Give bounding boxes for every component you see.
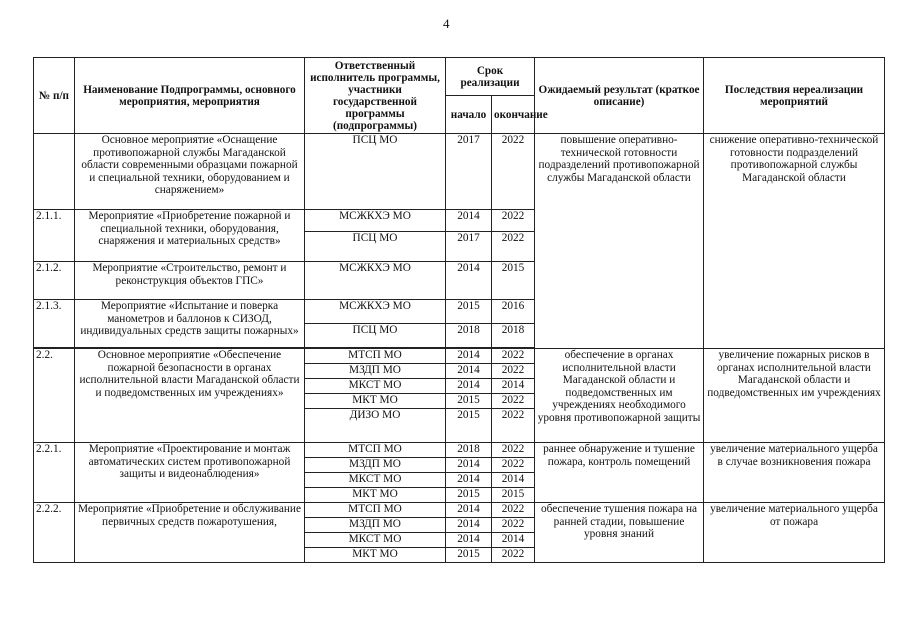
row-executor: МСЖКХЭ МО (305, 262, 446, 300)
row-end: 2014 (492, 533, 535, 548)
row-start: 2015 (446, 548, 492, 563)
header-result: Ожидаемый результат (краткое описание) (535, 58, 704, 134)
header-num: № п/п (34, 58, 75, 134)
header-consequence: Последствия нереализации мероприятий (704, 58, 885, 134)
row-name: Мероприятие «Испытание и поверка манометров и баллонов к СИЗОД, индивидуальных средств защиты пожарных» (75, 300, 305, 348)
row-executor: МТСП МО (305, 443, 446, 458)
row-consequence: увеличение материального ущерба от пожара (704, 503, 885, 563)
row-end: 2014 (492, 473, 535, 488)
row-executor: МЗДП МО (305, 364, 446, 379)
row-consequence: увеличение материального ущерба в случае возникновения пожара (704, 443, 885, 503)
page-number: 4 (443, 16, 450, 31)
row-executor: МСЖКХЭ МО (305, 210, 446, 232)
row-end: 2022 (492, 210, 535, 232)
row-executor: ДИЗО МО (305, 409, 446, 443)
row-end: 2022 (492, 443, 535, 458)
row-start: 2014 (446, 518, 492, 533)
program-table (33, 57, 885, 563)
row-result: обеспечение тушения пожара на ранней стадии, повышение уровня знаний (535, 503, 704, 563)
row-end: 2022 (492, 232, 535, 262)
row-start: 2015 (446, 409, 492, 443)
row-start: 2015 (446, 488, 492, 503)
row-end: 2022 (492, 409, 535, 443)
row-start: 2017 (446, 134, 492, 210)
row-executor: МТСП МО (305, 349, 446, 364)
row-start: 2018 (446, 443, 492, 458)
row-start: 2014 (446, 533, 492, 548)
row-result: повышение оперативно-технической готовности подразделений противопожарной службы Магаданской области (535, 134, 704, 349)
row-start: 2015 (446, 394, 492, 409)
row-executor: МЗДП МО (305, 458, 446, 473)
row-name: Мероприятие «Приобретение пожарной и специальной техники, оборудования, снаряжения и материальных средств» (75, 210, 305, 262)
row-end: 2016 (492, 300, 535, 324)
row-start: 2014 (446, 473, 492, 488)
row-executor: МКТ МО (305, 394, 446, 409)
row-name: Мероприятие «Строительство, ремонт и реконструкция объектов ГПС» (75, 262, 305, 300)
row-start: 2015 (446, 300, 492, 324)
row-executor: МКСТ МО (305, 379, 446, 394)
header-name: Наименование Подпрограммы, основного мероприятия, мероприятия (75, 58, 305, 134)
row-executor: МСЖКХЭ МО (305, 300, 446, 324)
row-end: 2022 (492, 394, 535, 409)
row-end: 2022 (492, 518, 535, 533)
row-start: 2014 (446, 210, 492, 232)
row-executor: МКТ МО (305, 548, 446, 563)
row-result: обеспечение в органах исполнительной власти Магаданской области и подведомственных им учреждениях необходимого уровня противопожарной защиты (535, 349, 704, 443)
row-result: раннее обнаружение и тушение пожара, контроль помещений (535, 443, 704, 503)
row-name: Мероприятие «Проектирование и монтаж автоматических систем противопожарной защиты и видеонаблюдения» (75, 443, 305, 503)
row-end: 2022 (492, 548, 535, 563)
row-end: 2022 (492, 458, 535, 473)
row-num: 2.2. (34, 349, 75, 443)
row-start: 2014 (446, 262, 492, 300)
row-start: 2014 (446, 349, 492, 364)
row-end: 2015 (492, 262, 535, 300)
row-num: 2.1.2. (34, 262, 75, 300)
row-end: 2014 (492, 379, 535, 394)
row-start: 2017 (446, 232, 492, 262)
row-executor: МЗДП МО (305, 518, 446, 533)
row-executor: ПСЦ МО (305, 324, 446, 348)
row-end: 2022 (492, 364, 535, 379)
row-executor: МКСТ МО (305, 473, 446, 488)
row-name: Мероприятие «Приобретение и обслуживание первичных средств пожаротушения, (75, 503, 305, 563)
row-executor: МКТ МО (305, 488, 446, 503)
header-executor: Ответственный исполнитель программы, участники государственной программы (подпрограммы) (305, 58, 446, 134)
row-executor: МКСТ МО (305, 533, 446, 548)
row-end: 2022 (492, 503, 535, 518)
row-name: Основное мероприятие «Обеспечение пожарной безопасности в органах исполнительной власти Магаданской области и подведомственных им учреждениях» (75, 349, 305, 443)
row-name: Основное мероприятие «Оснащение противопожарной службы Магаданской области современными образцами пожарной и специальной техники, оборудованием и снаряжением» (75, 134, 305, 210)
row-num: 2.2.2. (34, 503, 75, 563)
row-num: 2.2.1. (34, 443, 75, 503)
row-consequence: увеличение пожарных рисков в органах исполнительной власти Магаданской области и подведомственных им учреждениях (704, 349, 885, 443)
row-num: 2.1.3. (34, 300, 75, 348)
row-executor: МТСП МО (305, 503, 446, 518)
row-start: 2014 (446, 364, 492, 379)
row-executor: ПСЦ МО (305, 134, 446, 210)
header-end: окончание (492, 96, 535, 134)
row-consequence: снижение оперативно-технической готовности подразделений противопожарной службы Магаданской области (704, 134, 885, 349)
row-start: 2014 (446, 379, 492, 394)
row-start: 2018 (446, 324, 492, 348)
row-start: 2014 (446, 458, 492, 473)
header-term: Срок реализации (446, 58, 535, 96)
row-end: 2022 (492, 134, 535, 210)
row-executor: ПСЦ МО (305, 232, 446, 262)
row-num: 2.1.1. (34, 210, 75, 262)
row-end: 2022 (492, 349, 535, 364)
row-num (34, 134, 75, 210)
row-end: 2018 (492, 324, 535, 348)
header-start: начало (446, 96, 492, 134)
row-end: 2015 (492, 488, 535, 503)
row-start: 2014 (446, 503, 492, 518)
